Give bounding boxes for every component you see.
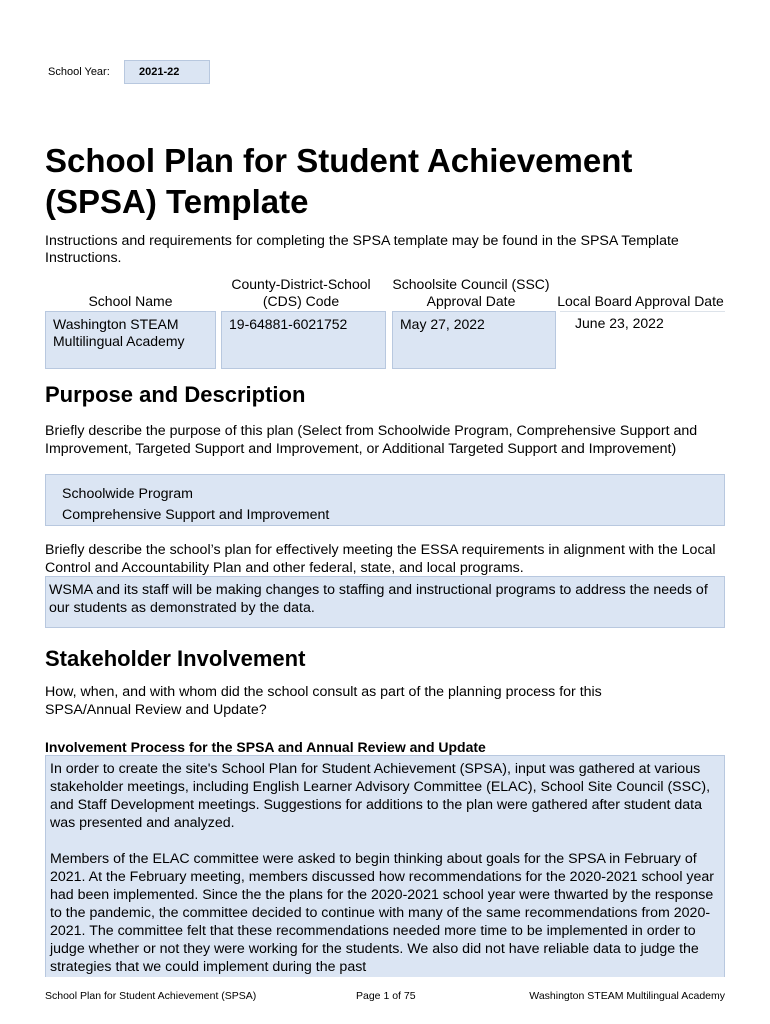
essa-response-field[interactable]: WSMA and its staff will be making changes to staffing and instructional programs to address the needs of our students as demonstrated by the data. xyxy=(45,576,725,628)
purpose-heading: Purpose and Description xyxy=(45,382,306,407)
school-info-table xyxy=(45,276,725,369)
board-approval-date-value: June 23, 2022 xyxy=(560,311,725,369)
stakeholder-heading: Stakeholder Involvement xyxy=(45,646,306,671)
cds-code-field[interactable]: 19-64881-6021752 xyxy=(221,311,386,369)
header-cds-code: County-District-School (CDS) Code xyxy=(231,276,371,309)
footer-document-title: School Plan for Student Achievement (SPSA) xyxy=(45,990,257,1002)
purpose-selection-item: Schoolwide Program xyxy=(62,486,193,502)
footer-page-number: Page 1 of 75 xyxy=(356,990,416,1002)
header-board-approval-date: Local Board Approval Date xyxy=(557,292,724,309)
purpose-selection-box[interactable] xyxy=(45,474,725,526)
involvement-response-field[interactable] xyxy=(45,755,725,977)
school-name-field[interactable]: Washington STEAM Multilingual Academy xyxy=(45,311,216,369)
ssc-approval-date-field[interactable]: May 27, 2022 xyxy=(392,311,556,369)
stakeholder-prompt: How, when, and with whom did the school consult as part of the planning process for this SPSA/Annual Review and Update? xyxy=(45,684,602,718)
school-year-value[interactable]: 2021-22 xyxy=(124,60,210,84)
involvement-paragraph: In order to create the site's School Plan for Student Achievement (SPSA), input was gathered at various stakeholder meetings, including English Learner Advisory Committee (ELAC), School Site Council (SSC), and Staff Development meetings. Suggestions for additions to the plan were gathered after student data was presented and analyzed. xyxy=(50,761,711,831)
purpose-prompt: Briefly describe the purpose of this plan (Select from Schoolwide Program, Comprehensive Support and Improvement, Targeted Support and Improvement, or Additional Targeted Support and Improvement) xyxy=(45,423,698,457)
involvement-paragraph: Members of the ELAC committee were asked to begin thinking about goals for the SPSA in February of 2021. At the February meeting, members discussed how recommendations for the 2020-2021 school year had been implemented. Since the the plans for the 2020-2021 school year were thwarted by the response to the pandemic, the committee decided to continue with many of the same recommendations from 2020-2021. The committee felt that these recommendations needed more time to be implemented in order to judge whether or not they were working for the students. We also did not have reliable data to judge the strategies that we could implement during the past xyxy=(50,851,715,975)
essa-prompt: Briefly describe the school’s plan for effectively meeting the ESSA requirements in alignment with the Local Control and Accountability Plan and other federal, state, and local programs. xyxy=(45,542,716,576)
purpose-selection-item: Comprehensive Support and Improvement xyxy=(62,506,330,523)
header-ssc-approval-date: Schoolsite Council (SSC) Approval Date xyxy=(392,276,550,309)
involvement-subheading: Involvement Process for the SPSA and Annual Review and Update xyxy=(45,739,486,755)
footer-school-name: Washington STEAM Multilingual Academy xyxy=(529,990,725,1002)
intro-text: Instructions and requirements for completing the SPSA template may be found in the SPSA Template Instructions. xyxy=(45,233,679,266)
school-year-label: School Year: xyxy=(48,66,110,78)
header-school-name: School Name xyxy=(88,292,173,309)
page-title: School Plan for Student Achievement (SPSA) Template xyxy=(45,142,633,220)
school-year-field xyxy=(48,60,210,84)
